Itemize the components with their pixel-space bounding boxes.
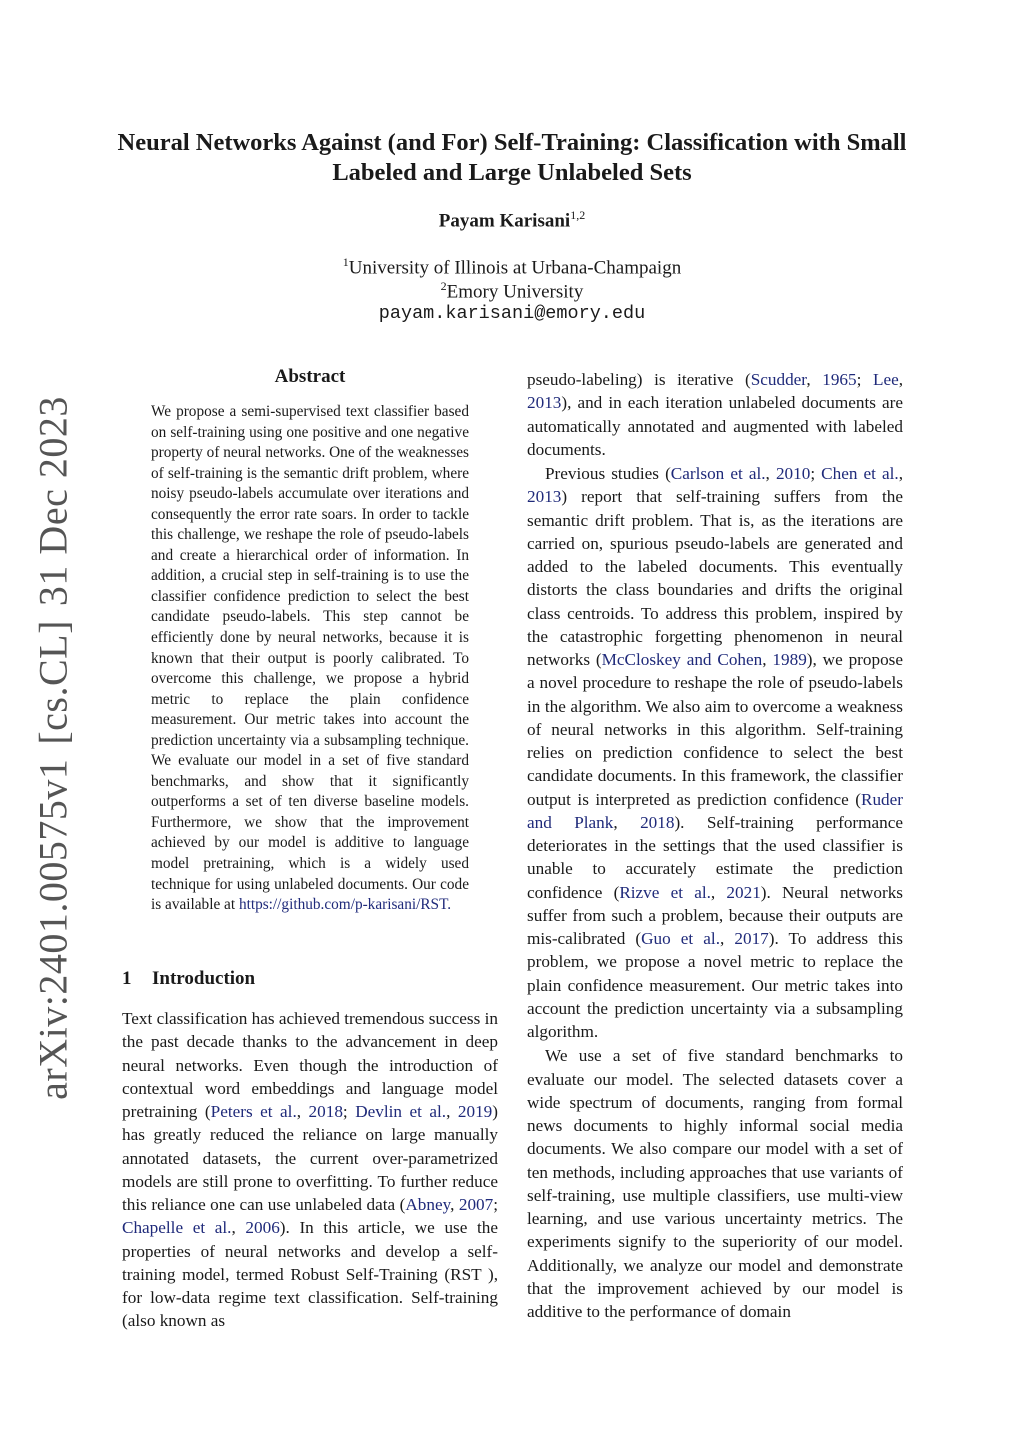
citation-separator: , [762,650,773,669]
code-link[interactable]: https://github.com/p-karisani/RST. [238,896,452,914]
intro-text: ). To address this problem, we propose a novel metric to replace the plain confidence measurement. Our metric takes into account the prediction uncertainty via a subsampling algorithm. [527,929,903,1041]
citation-separator: , [450,1195,459,1214]
citation-link[interactable]: Peters et al. [210,1102,297,1121]
affiliation-1-sup: 1 [342,255,349,269]
citation-link[interactable]: 2006 [245,1218,280,1238]
citation-link[interactable]: Carlson et al. [670,464,766,483]
affiliation-2 [112,279,912,303]
intro-text: ). Neural networks suffer from such a problem, because their outputs are mis-calibrated ( [527,882,903,948]
section-heading [122,968,255,990]
paper-title: Neural Networks Against (and For) Self-Training: Classification with Small Labeled and Large Unlabeled Sets [117,129,907,186]
citation-link[interactable]: Devlin et al. [355,1102,447,1121]
arxiv-date: 31 Dec 2023 [30,396,76,607]
citation-link[interactable]: 2018 [640,812,675,832]
section-title: Introduction [152,968,256,989]
citation-link[interactable]: 2018 [308,1102,343,1121]
citation-link[interactable]: Chapelle et al. [122,1218,232,1238]
section-number: 1 [122,968,132,989]
citation-separator: , [710,882,727,902]
intro-right-column [527,368,903,1324]
citation-separator: , [613,812,641,832]
arxiv-identifier [30,396,77,1100]
affiliation-2-name: Emory University [446,281,584,303]
abstract-body [151,402,469,916]
intro-paragraph [527,462,903,1043]
affiliation-1 [112,255,912,279]
citation-link[interactable]: Scudder [750,370,807,389]
author-superscript: 1,2 [570,208,586,222]
citation-separator: , [296,1102,309,1121]
citation-link[interactable]: Ruder and Plank [527,789,903,832]
affiliation-1-name: University of Illinois at Urbana-Champaign [348,257,682,279]
citation-separator: , [898,464,904,483]
citation-link[interactable]: Lee [872,370,899,389]
citation-link[interactable]: 2010 [775,464,811,483]
citation-link[interactable]: 2021 [726,882,761,902]
abstract-text: We propose a semi-supervised text classifier based on self-training using one positive and one negative property of neural networks. One of the weaknesses of self-training is the semantic drift problem, where noisy pseudo-labels accumulate over iterations and consequently the error rate soars. In order to tackle this challenge, we reshape the role of pseudo-labels and create a hierarchical order of information. In addition, a crucial step in self-training is to use the classifier confidence prediction to select the best candidate pseudo-labels. This step cannot be efficiently done by neural networks, because it is known that their output is poorly calibrated. To overcome this challenge, we propose a hybrid metric to replace the plain confidence measurement. Our metric takes into account the prediction uncertainty via a subsampling technique. We evaluate our model in a set of five standard benchmarks, and show that it significantly outperforms a set of ten diverse baseline models. Furthermore, we show that the improvement achieved by our model is additive to language model pretraining, which is a widely used technique for using unlabeled documents. Our code is available at [151,403,469,914]
citation-link[interactable]: 1965 [822,370,857,389]
citation-separator: , [765,464,776,483]
arxiv-category: [cs.CL] [30,620,76,745]
citation-link[interactable]: 2007 [458,1195,494,1214]
citation-separator: , [898,370,904,389]
intro-text: ). In this article, we use the properties of neural networks and develop a self-training model, termed Robust Self-Training (RST ), for low-data regime text classification. Self-training (also known as [122,1218,498,1331]
arxiv-number: arXiv:2401.00575v1 [30,758,76,1100]
citation-link[interactable]: 2019 [457,1102,493,1121]
intro-text: ). Self-training performance deteriorates in the settings that the used classifier is unable to accurately estimate the prediction confidence ( [527,812,903,902]
citation-link[interactable]: Abney [405,1195,451,1214]
intro-text: ), we propose a novel procedure to reshape the role of pseudo-labels in the algorithm. We also aim to overcome a weakness of neural networks in this algorithm. Self-training relies on prediction confidence to select the best candidate documents. In this framework, the classifier output is interpreted as prediction confidence ( [527,650,903,809]
affiliation-2-sup: 2 [440,279,447,293]
citation-separator: , [446,1102,458,1121]
intro-left-paragraph [122,1007,498,1333]
intro-paragraph: We use a set of five standard benchmarks to evaluate our model. The selected datasets cover a wide spectrum of documents, ranging from formal news documents to highly informal social media documents. We also compare our model with a set of ten methods, including approaches that use variants of self-training, use multiple classifiers, use multi-view learning, and use various uncertainty metrics. The experiments signify to the superiority of our model. Additionally, we analyze our model and demonstrate that the improvement achieved by our model is additive to the performance of domain [527,1046,903,1321]
citation-link[interactable]: Rizve et al. [619,882,711,902]
citation-separator: ; [342,1102,356,1121]
citation-link[interactable]: McCloskey and Cohen [601,650,763,669]
citation-link[interactable]: 2017 [734,929,769,948]
citation-link[interactable]: Guo et al. [641,929,720,948]
citation-separator: ; [493,1195,498,1214]
citation-separator: , [720,929,735,948]
intro-text: ) has greatly reduced the reliance on large manually annotated datasets, the current over-parametrized models are still prone to overfitting. To further reduce this reliance one can use unlabeled data ( [122,1102,498,1214]
author-email: payam.karisani@emory.edu [378,303,646,324]
citation-separator: ; [810,464,822,483]
author-name-text: Payam Karisani [438,210,571,232]
intro-text: Previous studies ( [545,464,671,483]
intro-text: ) report that self-training suffers from the semantic drift problem. That is, as the iterations are carried on, spurious pseudo-labels are generated and added to the labeled documents. This eventually distorts the class boundaries and drifts the original class centroids. To address this problem, inspired by the catastrophic forgetting phenomenon in neural networks ( [527,487,903,669]
intro-text: Text classification has achieved tremendous success in the past decade thanks to the advancement in deep neural networks. Even though the introduction of contextual word embeddings and language model pretraining ( [122,1009,498,1121]
citation-separator: , [231,1218,246,1238]
citation-separator: , [806,370,823,389]
author-name [112,208,912,232]
intro-text: ), and in each iteration unlabeled documents are automatically annotated and augmented with labeled documents. [527,393,903,459]
citation-link[interactable]: 1989 [772,650,807,669]
citation-link[interactable]: 2013 [527,393,562,413]
citation-link[interactable]: 2013 [527,487,562,507]
citation-separator: ; [856,370,873,389]
intro-text: pseudo-labeling) is iterative ( [527,370,751,389]
citation-link[interactable]: Chen et al. [821,464,899,483]
intro-paragraph [527,368,903,461]
abstract-heading: Abstract [274,366,346,387]
